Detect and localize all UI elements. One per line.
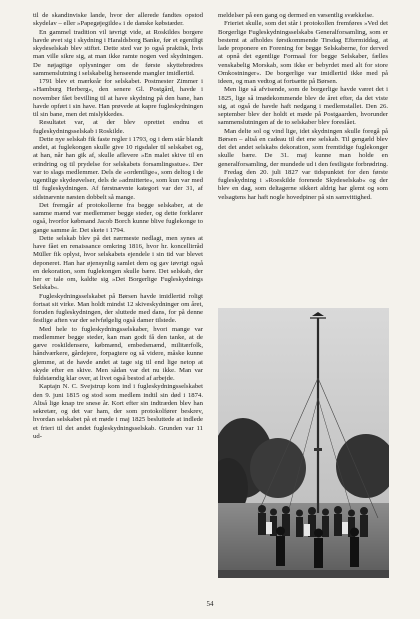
paragraph: Man delte sol og vind lige, idet skydningen skulle foregå på Børsen – altså en cadeau til det ene selskab. Til gengæld blev det det andet selskabs dekoration, som fremtidige fuglekonger skulle bære. De 31. maj kunne man holde en generalforsamling, der mundede ud i den festligste forbrødring. xyxy=(218,127,388,168)
paragraph: Kaptajn N. C. Svejstrup kom ind i fugleskydningsselskabet den 9. juni 1815 og stod som medlem indtil sin død i 1874. Altså lige knap tre snese år. Kort efter sin indtræden blev han sekretær, og det var ham, der som protokolfører beskrev, hvordan selskabet på et møde i maj 1825 besluttede at indlede et frieri til det andet fugleskydningsselskab. Grunden var 11 ud- xyxy=(33,383,203,440)
paragraph: Dette selskab blev på det nærmeste nedlagt, men synes at have fået en renaissance omkring 1816, hvor hr. koncellirråd Müller fik oplyst, hvor selskabets ejendele i sin tid var blevet deponeret. Han har øjensynlig samlet dem og gav iøvrigt også en dekoration, som fuglekongen skulle bære. Det selskab, der her er tale om, kaldte sig »Det Borgerlige Fugleskydnings Selskab«. xyxy=(33,234,203,292)
paragraph: Frieriet skulle, som det står i protokollen fremføres »Ved det Borgerlige Fugleskydningsselskabs Generalforsamling, som er bestemt at afholdes førstkommende Tirsdag Eftermiddag, at lade proponere en Forening for begge Selskaberne, for derved at opnå det egentlige Formaal for begge Selskaber, fælles venskabelig Morskab, som ikke er bebyrdet med alt for store Omkostninger«. De borgerlige var imidlertid ikke med på ideen, og man vedtog at fortsætte på Børsen. xyxy=(218,20,388,85)
paragraph: Det fremgår af protokollerne fra begge selskaber, at de samme mænd var medlemmer begge steder, og dette forklarer også, hvorfor købmand Jacob Borch kunne blive fuglekonge to gange samme år. Det skete i 1794. xyxy=(33,201,203,234)
paragraph: Men lige så afvisende, som de borgerlige havde været det i 1825, lige så imødekommende blev de året efter, da det viste sig, at også de havde haft nedgang i medlemstallet. Den 26. september blev der holdt et møde på Postgaarden, hvorunder sammenslutningen af de to selskaber blev foreslået. xyxy=(218,86,388,127)
paragraph: 1791 blev et mærkeår for selskabet. Postmester Zimmer i »Hamburg Herberg«, den senere Gl. Postgård, havde i november fået bevilling til at have skydning på den bane, han havde opført i sin have. Han prøvede at kapre fugleskydningen til sin bane, men det mislykkedes. xyxy=(33,78,203,118)
paragraph: En gammel tradition vil iøvrigt vide, at Roskildes borgere havde øvet sig i skydning i Haraldsborg Banke, før et egentligt skydeselskab blev stiftet. Dette sted var jo også praktisk, hvis man ville sikre sig, at man ikke ramte nogen ved skydningen. De nøjagtige oplysninger om de første skyttebrødres sammenslutning i selskabelig henseende mangler imidlertid. xyxy=(33,28,203,77)
left-text-column xyxy=(33,12,203,600)
right-text-column xyxy=(218,12,388,302)
paragraph: Fredag den 20. juli 1827 var tidspunktet for den første fugleskydning i »Roeskilde forenede Skydeselskab« og der blev en dag, som deltagerne sikkert aldrig har glemt og som velsagtens har haft nogle hovedpiner på sin samvittighed. xyxy=(218,168,388,201)
paragraph: til de skandinviske lande, hvor der allerede fandtes opstod skydelav – eller »Papegøjegilde« i de danske købstæder. xyxy=(33,12,203,28)
paragraph: Resultatet var, at der blev oprettet endnu et fugleskydningsselskab i Roskilde. xyxy=(33,119,203,135)
page-number: 54 xyxy=(206,600,214,608)
paragraph: meldelser på een gang og dermed en væsentlig svækkelse. xyxy=(218,12,374,19)
paragraph: Med hele to fugleskydningsselskaber, hvori mange var medlemmer begge steder, kan man godt få den tanke, at de gævе roskildensere, købmænd, embedsmænd, militærfolk, håndværkere, gårdejere, forpagtere og så videre, måske kunne glemme, at de havde andet at tage sig til end lige netop at skyde efter en skive. Men sådan var det nu ikke. Man var fuldstændig klar over, at livet også bestod af arbejde. xyxy=(33,325,203,382)
historical-photograph xyxy=(218,308,389,578)
photo-image xyxy=(218,308,389,578)
paragraph: Fugleskydningsselskabet på Børsen havde imidlertid roligt fortsat sit virke. Man holdt mindst 12 skiveskydninger om året, foruden fugleskydningen, der sluttede med dans, for på denne festlige aften var der selvfølgelig også damer tilstede. xyxy=(33,292,203,325)
paragraph: Dette nye selskab fik faste regler i 1793, og i dem står blandt andet, at fuglekongen skulle give 10 rigsdaler til selskabet og, at han, når han gik af, skulle aflevere »En malet skive til en erindring og til prydelse for selskabets forsamlingsstue«. Der var to slags medlemmer. Dels de »ordentlige«, som deltog i de ugentlige skydeøvelser, dels de »admitterte«, som kun var med til fugleskydningen. Af førstnævnte kategori var der 31, af sidstnævnte næsten dobbelt så mange. xyxy=(33,135,203,201)
